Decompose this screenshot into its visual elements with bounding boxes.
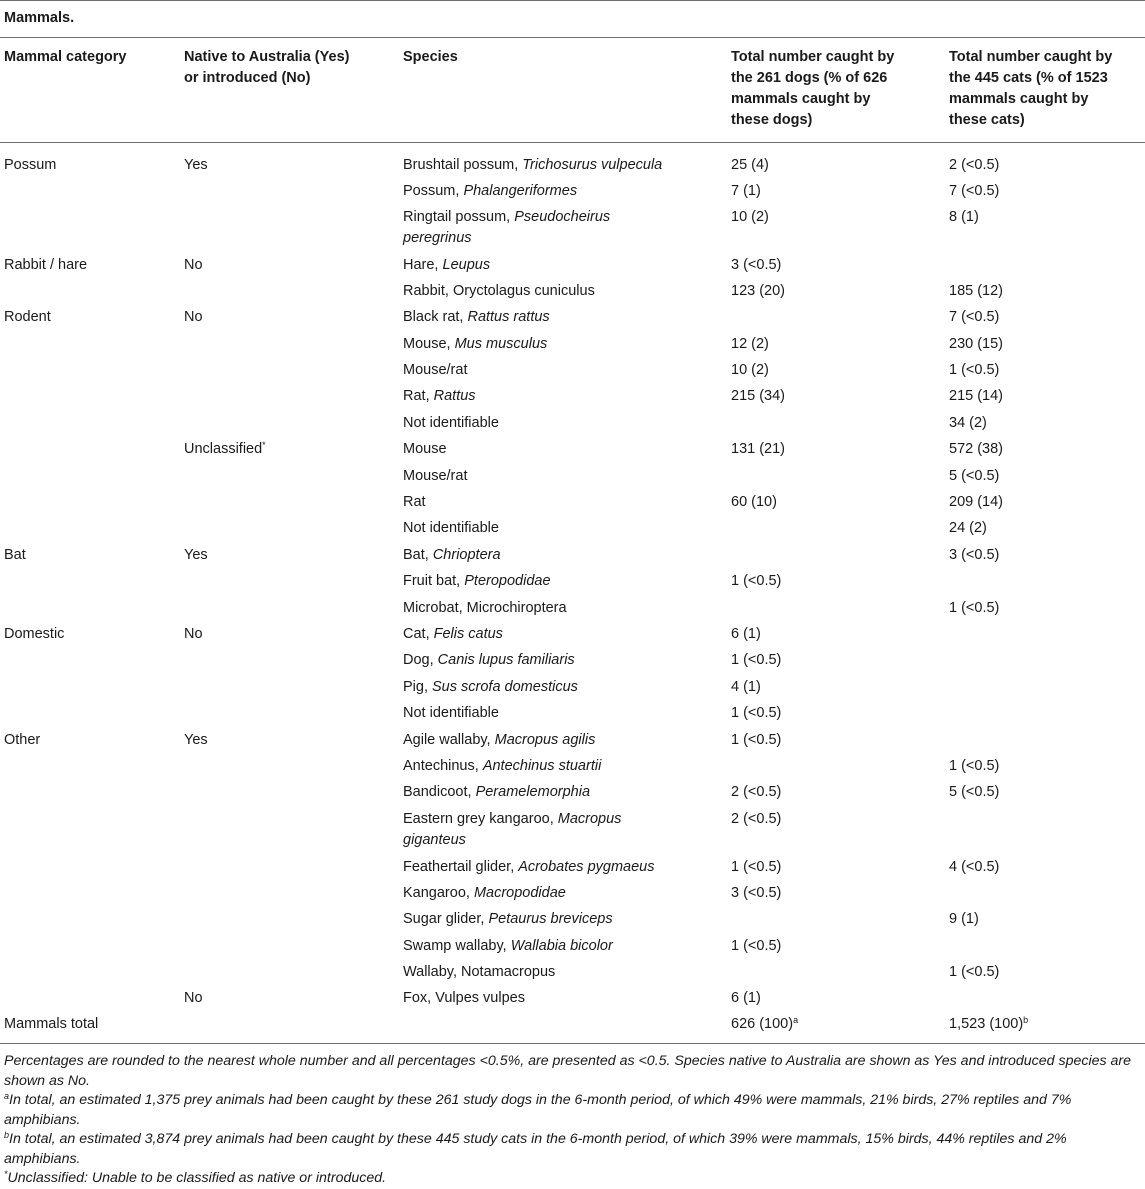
cell-species: Mouse/rat <box>403 362 468 378</box>
total-label: Mammals total <box>4 1016 99 1032</box>
cell-cats: 24 (2) <box>949 520 987 536</box>
cell-dogs: 2 (<0.5) <box>731 811 782 827</box>
cell-cats: 3 (<0.5) <box>949 547 1000 563</box>
cell-cats: 1 (<0.5) <box>949 600 1000 616</box>
top-rule <box>0 0 1145 1</box>
cell-category: Possum <box>4 157 57 173</box>
cell-dogs: 10 (2) <box>731 362 769 378</box>
cell-dogs: 6 (1) <box>731 990 761 1006</box>
cell-species: Bandicoot, Peramelemorphia <box>403 784 591 800</box>
cell-cats: 572 (38) <box>949 441 1004 457</box>
cell-species: Not identifiable <box>403 520 499 536</box>
cell-cats: 8 (1) <box>949 209 979 225</box>
cell-cats: 9 (1) <box>949 911 979 927</box>
total-dogs: 626 $(100)^a$ <box>731 1015 799 1032</box>
cell-dogs: 1 (<0.5) <box>731 732 782 748</box>
cell-species: Bat, Chrioptera <box>403 547 501 563</box>
cell-category: Bat <box>4 547 26 563</box>
cell-species: Mouse, Mus musculus <box>403 336 548 352</box>
cell-dogs: 1 (<0.5) <box>731 652 782 668</box>
cell-cats: 34 (2) <box>949 415 987 431</box>
cell-dogs: 123 (20) <box>731 283 786 299</box>
cell-category: Other <box>4 732 41 748</box>
cell-species: Antechinus, Antechinus stuartii <box>403 758 602 774</box>
cell-species: Not identifiable <box>403 415 499 431</box>
cell-cats: 7 (<0.5) <box>949 309 1000 325</box>
footnote-a: $^a$In total, an estimated 1,375 prey animals had been caught by these 261 study dogs in the 6-month period, of which 49% were mammals, 21% birds, 27% reptiles and 7% amphibians. <box>4 1091 1072 1128</box>
cell-category: Rabbit / hare <box>4 257 88 273</box>
cell-species: Rabbit, Oryctolagus cuniculus <box>403 283 595 299</box>
cell-species: Feathertail glider, Acrobates pygmaeus <box>403 859 655 875</box>
cell-species: Fruit bat, Pteropodidae <box>403 573 551 589</box>
cell-category: Domestic <box>4 626 65 642</box>
cell-native: Unclassified* <box>184 440 266 457</box>
cell-native: Yes <box>184 547 208 563</box>
cell-native: No <box>184 990 203 1006</box>
cell-cats: 7 (<0.5) <box>949 183 1000 199</box>
cell-species: Swamp wallaby, Wallabia bicolor <box>403 938 613 954</box>
cell-native: Yes <box>184 732 208 748</box>
cell-category: Rodent <box>4 309 51 325</box>
cell-species: Kangaroo, Macropodidae <box>403 885 566 901</box>
cell-cats: 185 (12) <box>949 283 1004 299</box>
cell-species: Mouse <box>403 441 447 457</box>
cell-cats: 5 (<0.5) <box>949 784 1000 800</box>
cell-species: Pig, Sus scrofa domesticus <box>403 679 578 695</box>
cell-dogs: 4 (1) <box>731 679 761 695</box>
footnote-b: $^b$In total, an estimated 3,874 prey animals had been caught by these 445 study cats in the 6-month period, of which 39% were mammals, 15% birds, 44% reptiles and 2% amphibians. <box>4 1130 1067 1167</box>
cell-dogs: 1 (<0.5) <box>731 705 782 721</box>
cell-species: Microbat, Microchiroptera <box>403 600 567 616</box>
cell-cats: 1 (<0.5) <box>949 964 1000 980</box>
cell-dogs: 3 (<0.5) <box>731 885 782 901</box>
cell-native: Yes <box>184 157 208 173</box>
cell-species: Eastern grey kangaroo, Macropus giganteus <box>403 811 622 848</box>
cell-species: Wallaby, Notamacropus <box>403 964 556 980</box>
cell-species: Not identifiable <box>403 705 499 721</box>
cell-cats: 5 (<0.5) <box>949 468 1000 484</box>
cell-species: Fox, Vulpes vulpes <box>403 990 525 1006</box>
header-dogs: Total number caught by the 261 dogs (% of 626 mammals caught by these dogs) <box>731 49 895 128</box>
cell-cats: 1 (<0.5) <box>949 758 1000 774</box>
footer-rule <box>0 1043 1145 1044</box>
cell-dogs: 25 (4) <box>731 157 769 173</box>
cell-cats: 230 (15) <box>949 336 1004 352</box>
cell-dogs: 12 (2) <box>731 336 769 352</box>
cell-dogs: 7 (1) <box>731 183 761 199</box>
cell-species: Ringtail possum, Pseudocheirus peregrinus <box>403 209 611 246</box>
cell-species: Rat, Rattus <box>403 388 476 404</box>
cell-species: Mouse/rat <box>403 468 468 484</box>
cell-dogs: 215 (34) <box>731 388 786 404</box>
cell-dogs: 1 (<0.5) <box>731 573 782 589</box>
cell-dogs: 3 (<0.5) <box>731 257 782 273</box>
cell-species: Cat, Felis catus <box>403 626 503 642</box>
cell-species: Sugar glider, Petaurus breviceps <box>403 911 613 927</box>
cell-species: Brushtail possum, Trichosurus vulpecula <box>403 157 663 173</box>
cell-species: Black rat, Rattus rattus <box>403 309 550 325</box>
cell-native: No <box>184 626 203 642</box>
cell-cats: 215 (14) <box>949 388 1004 404</box>
cell-species: Possum, Phalangeriformes <box>403 183 578 199</box>
cell-dogs: 1 (<0.5) <box>731 938 782 954</box>
caption-rule <box>0 37 1145 38</box>
header-species: Species <box>403 49 458 65</box>
cell-cats: 1 (<0.5) <box>949 362 1000 378</box>
cell-cats: 209 (14) <box>949 494 1004 510</box>
cell-native: No <box>184 257 203 273</box>
cell-species: Rat <box>403 494 426 510</box>
cell-dogs: 6 (1) <box>731 626 761 642</box>
cell-cats: 2 (<0.5) <box>949 157 1000 173</box>
header-native: Native to Australia (Yes) or introduced (No) <box>184 49 350 86</box>
table-footnotes <box>4 1052 1142 1189</box>
header-category: Mammal category <box>4 49 127 65</box>
total-cats: 1,523 $(100)^b$ <box>949 1015 1029 1032</box>
table-caption: Mammals. <box>4 10 75 26</box>
cell-dogs: 60 (10) <box>731 494 777 510</box>
footnote-main: Percentages are rounded to the nearest whole number and all percentages <0.5%, are presented as <0.5. Species native to Australia are shown as Yes and introduced species are shown as No. <box>4 1053 1132 1089</box>
cell-cats: 4 (<0.5) <box>949 859 1000 875</box>
cell-dogs: 2 (<0.5) <box>731 784 782 800</box>
cell-species: Agile wallaby, Macropus agilis <box>403 732 596 748</box>
header-cats: Total number caught by the 445 cats (% of 1523 mammals caught by these cats) <box>949 49 1113 128</box>
cell-dogs: 131 (21) <box>731 441 786 457</box>
cell-dogs: 1 (<0.5) <box>731 859 782 875</box>
footnote-unclassified: *Unclassified: Unable to be classified as native or introduced. <box>4 1169 387 1186</box>
cell-native: No <box>184 309 203 325</box>
cell-species: Dog, Canis lupus familiaris <box>403 652 575 668</box>
cell-species: Hare, Leupus <box>403 257 491 273</box>
header-rule <box>0 142 1145 143</box>
cell-dogs: 10 (2) <box>731 209 769 225</box>
